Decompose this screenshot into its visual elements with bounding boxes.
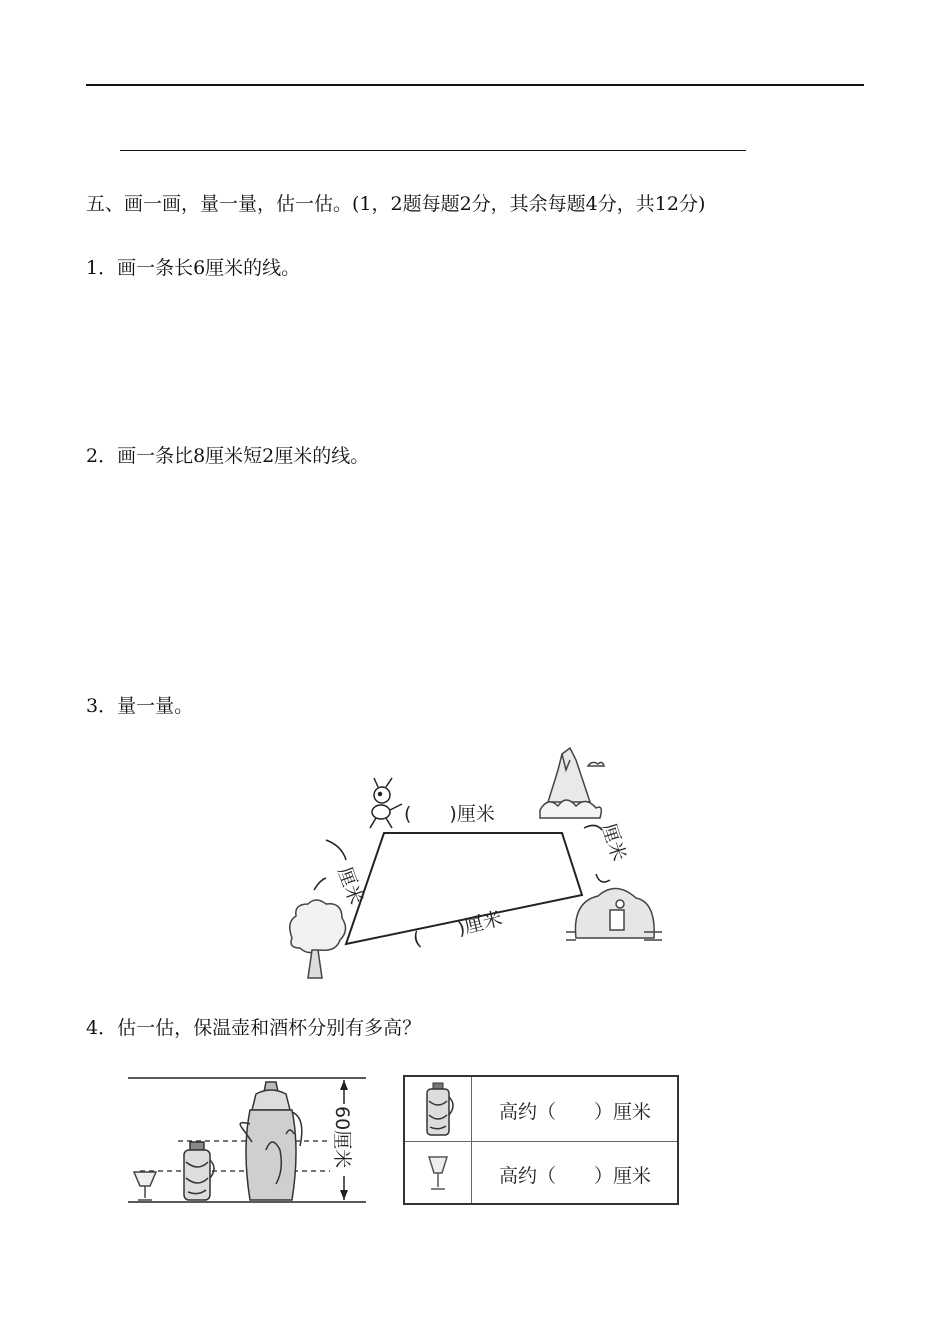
mountain-icon	[540, 748, 604, 818]
ant-icon	[370, 778, 402, 828]
question-1: 1．画一条长6厘米的线。	[86, 257, 301, 279]
kettle-drawing	[240, 1082, 302, 1200]
height-comparison-figure	[128, 1078, 366, 1202]
answer-table	[403, 1075, 679, 1205]
height-label: 60厘米	[331, 1106, 353, 1169]
label-left	[314, 840, 367, 907]
question-4: 4．估一估，保温壶和酒杯分别有多高？	[86, 1017, 422, 1039]
label-top: ( )厘米	[404, 803, 495, 825]
thermos-drawing	[184, 1142, 214, 1200]
table-row	[405, 1141, 677, 1205]
table-row-text: 高约（ ）厘米	[499, 1165, 652, 1187]
tree-icon	[290, 900, 346, 978]
section-title: 五、画一画，量一量，估一估。(1，2题每题2分，其余每题4分，共12分)	[86, 193, 706, 215]
goblet-drawing	[134, 1172, 156, 1200]
label-bottom: ( )厘米	[410, 907, 505, 951]
label-right	[584, 821, 630, 882]
table-row	[405, 1077, 677, 1142]
question-3: 3．量一量。	[86, 695, 194, 717]
label-right-unit: 厘米	[597, 820, 630, 864]
label-left-unit: 厘米	[333, 864, 367, 908]
thermos-icon	[405, 1077, 471, 1141]
question-2: 2．画一条比8厘米短2厘米的线。	[86, 445, 370, 467]
goblet-icon	[405, 1141, 471, 1205]
table-row-text: 高约（ ）厘米	[499, 1101, 652, 1123]
table-divider	[471, 1077, 472, 1203]
